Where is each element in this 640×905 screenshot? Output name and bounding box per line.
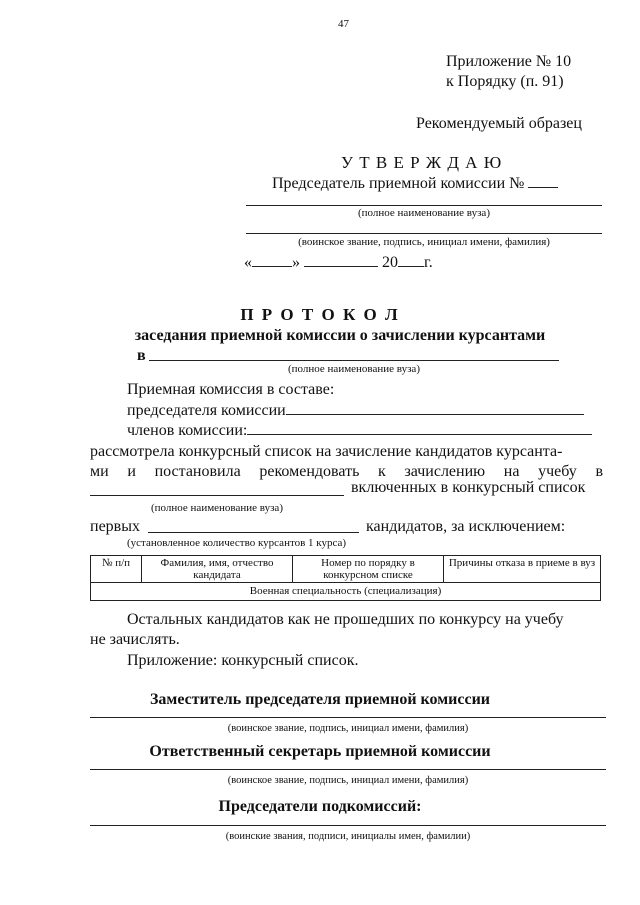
col-header-number: № п/п <box>91 556 142 583</box>
table-header-row <box>91 556 601 583</box>
table-row <box>91 583 601 601</box>
decision-university-line <box>90 495 344 496</box>
deputy-line <box>90 717 606 718</box>
chair-text: Председатель приемной комиссии № <box>272 175 525 192</box>
approval-date <box>244 253 433 273</box>
date-year-field <box>398 253 424 267</box>
commission-number-field <box>528 174 558 188</box>
first-label: первых <box>90 518 140 535</box>
date-year-prefix: 20 <box>382 254 398 271</box>
decision-line-3: включенных в конкурсный список <box>351 479 586 496</box>
chairman-row <box>127 401 584 421</box>
chair-label <box>272 174 558 194</box>
decision-line-2: ми и постановила рекомендовать к зачислению на учебу в <box>90 463 603 480</box>
signature-hint: (воинское звание, подпись, инициал имени, фамилия) <box>298 236 550 248</box>
subcommittees-hint: (воинские звания, подписи, инициалы имен, фамилии) <box>225 831 471 842</box>
date-close-quote: » <box>292 254 300 271</box>
specialty-row: Военная специальность (специализация) <box>91 583 601 601</box>
members-field <box>247 421 592 435</box>
decision-university-hint: (полное наименование вуза) <box>151 502 283 514</box>
protocol-university-line <box>149 360 559 361</box>
order-reference: к Порядку (п. 91) <box>446 73 564 90</box>
exceptions-label: кандидатов, за исключением: <box>366 518 566 535</box>
subcommittees-title: Председатели подкомиссий: <box>218 798 422 815</box>
protocol-in: в <box>137 347 146 364</box>
chairman-field <box>286 401 584 415</box>
rest-line-1: Остальных кандидатов как не прошедших по конкурсу на учебу <box>127 611 564 628</box>
decision-line-1: рассмотрела конкурсный список на зачисление кандидатов курсанта- <box>90 443 563 460</box>
attachment-label: Приложение: конкурсный список. <box>127 652 359 669</box>
date-day-field <box>252 253 292 267</box>
university-line <box>246 205 602 206</box>
page-number: 47 <box>338 18 349 30</box>
date-open-quote: « <box>244 254 252 271</box>
appendix-label: Приложение № 10 <box>446 53 572 70</box>
protocol-subtitle: заседания приемной комиссии о зачислении курсантами <box>134 327 546 344</box>
date-year-suffix: г. <box>424 254 433 271</box>
date-month-field <box>304 253 378 267</box>
col-header-reason: Причины отказа в приеме в вуз <box>444 556 601 583</box>
col-header-name: Фамилия, имя, отчество кандидата <box>142 556 293 583</box>
deputy-title: Заместитель председателя приемной комиссии <box>149 691 490 708</box>
signature-line <box>246 233 602 234</box>
exceptions-table <box>90 555 601 601</box>
composition-label: Приемная комиссия в составе: <box>127 381 335 398</box>
chairman-label: председателя комиссии <box>127 402 286 419</box>
deputy-hint: (воинское звание, подпись, инициал имени, фамилия) <box>227 723 469 734</box>
count-line <box>148 532 359 533</box>
secretary-line <box>90 769 606 770</box>
members-label: членов комиссии: <box>127 422 248 439</box>
sample-label: Рекомендуемый образец <box>416 115 582 132</box>
secretary-hint: (воинское звание, подпись, инициал имени, фамилия) <box>227 775 469 786</box>
members-row <box>127 421 592 441</box>
rest-line-2: не зачислять. <box>90 631 180 648</box>
subcommittees-line <box>90 825 606 826</box>
col-header-rank: Номер по порядку в конкурсном списке <box>293 556 444 583</box>
secretary-title: Ответственный секретарь приемной комиссии <box>149 743 491 760</box>
protocol-university-hint: (полное наименование вуза) <box>288 363 420 375</box>
approve-title: У Т В Е Р Ж Д А Ю <box>341 153 503 172</box>
protocol-title: П Р О Т О К О Л <box>240 305 400 324</box>
university-hint: (полное наименование вуза) <box>358 207 490 219</box>
count-hint: (установленное количество курсантов 1 курса) <box>127 537 347 549</box>
